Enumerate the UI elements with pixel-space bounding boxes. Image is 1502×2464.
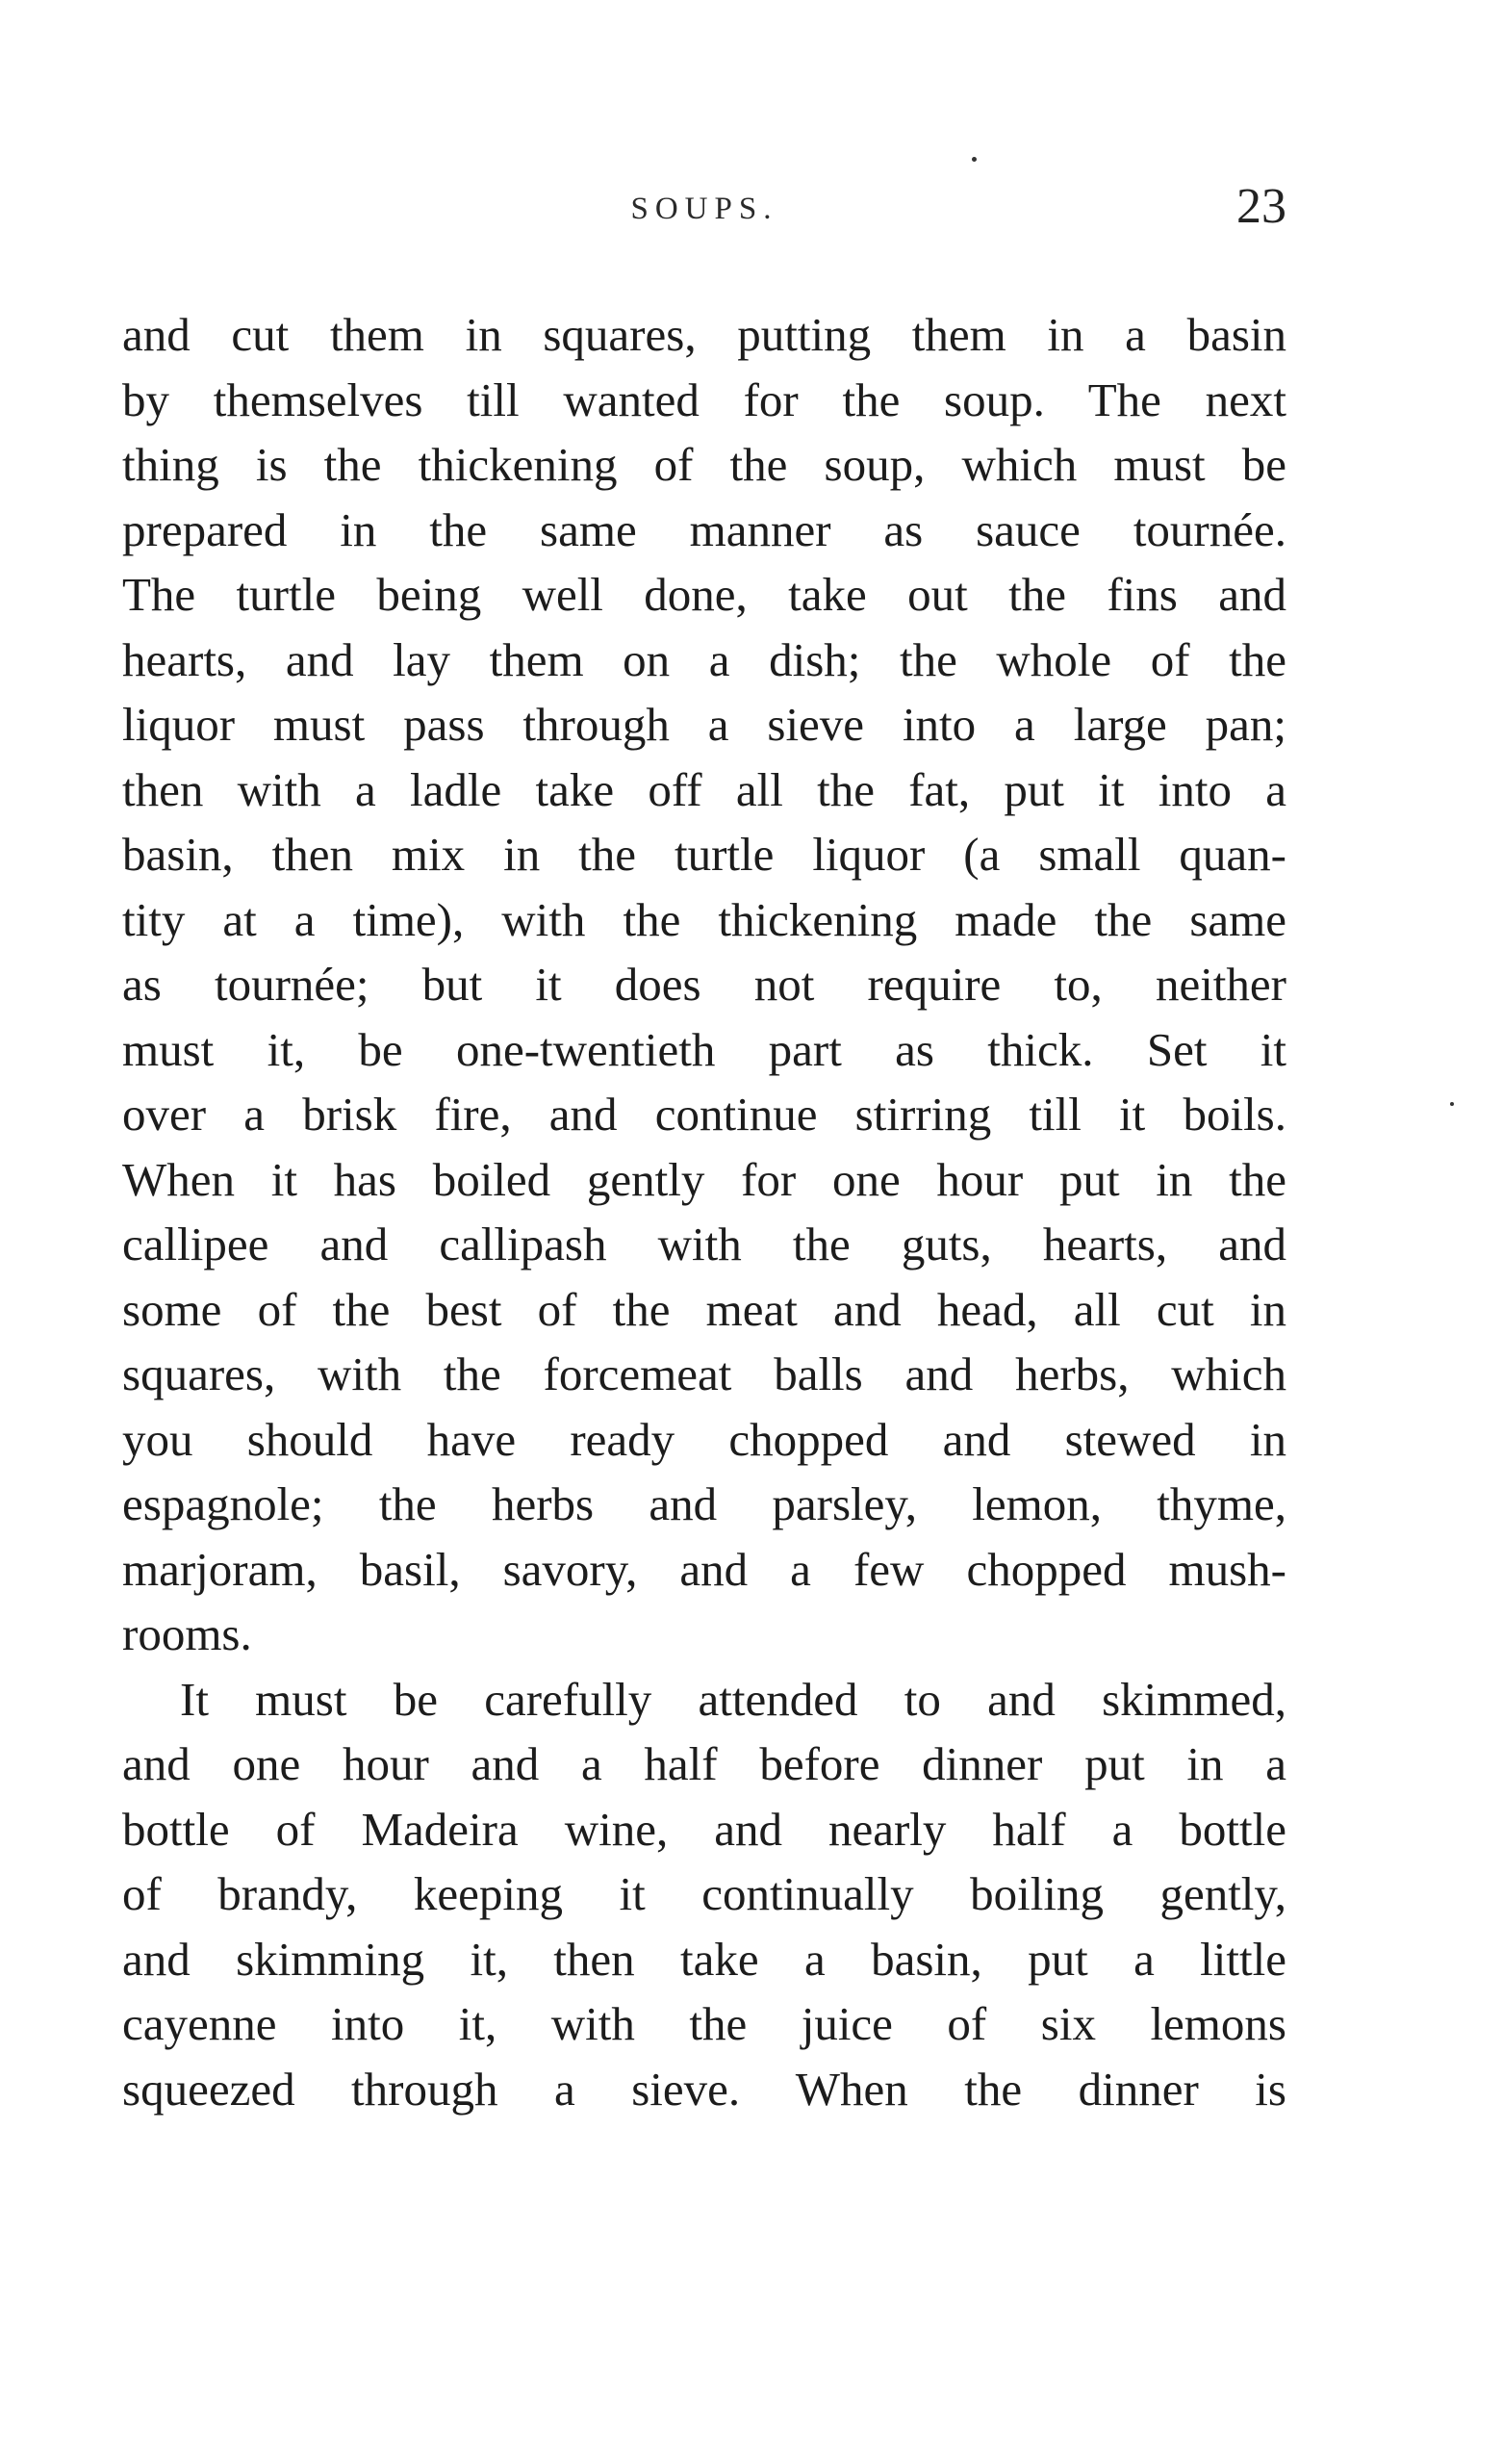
text-line: When it has boiled gently for one hour put in the [122, 1152, 1286, 1206]
text-line: must it, be one-twentieth part as thick. Set it [122, 1022, 1286, 1076]
text-line: of brandy, keeping it continually boiling gently, [122, 1867, 1286, 1920]
text-line: tity at a time), with the thickening made the same [122, 892, 1286, 946]
text-line: thing is the thickening of the soup, which must be [122, 438, 1286, 491]
text-line: over a brisk fire, and continue stirring till it boils. [122, 1088, 1286, 1141]
print-speck [1450, 1102, 1454, 1106]
text-line: callipee and callipash with the guts, hearts, and [122, 1218, 1286, 1270]
text-line: cayenne into it, with the juice of six lemons [122, 1997, 1286, 2050]
text-line: It must be carefully attended to and skimmed, [180, 1672, 1286, 1726]
text-line: and cut them in squares, putting them in a basin [122, 308, 1286, 361]
paragraph [122, 302, 1286, 1667]
text-line: and one hour and a half before dinner put in a [122, 1737, 1286, 1790]
text-line: The turtle being well done, take out the fins and [122, 568, 1286, 621]
text-line: liquor must pass through a sieve into a large pan; [122, 698, 1286, 751]
text-line: marjoram, basil, savory, and a few chopped mush- [122, 1542, 1286, 1596]
text-line: as tournée; but it does not require to, neither [122, 958, 1286, 1011]
text-line: prepared in the same manner as sauce tournée. [122, 502, 1286, 556]
text-line: rooms. [122, 1607, 252, 1660]
text-line: basin, then mix in the turtle liquor (a small quan- [122, 828, 1286, 881]
text-line: then with a ladle take off all the fat, put it into a [122, 762, 1286, 816]
print-speck [972, 157, 977, 162]
running-head [122, 178, 1286, 236]
text-line: you should have ready chopped and stewed in [122, 1412, 1286, 1466]
page-number: 23 [1236, 179, 1286, 234]
text-line: by themselves till wanted for the soup. The next [122, 372, 1286, 426]
text-line: hearts, and lay them on a dish; the whole of the [122, 632, 1286, 686]
body-text [122, 302, 1286, 2121]
text-line: some of the best of the meat and head, all cut in [122, 1282, 1286, 1336]
text-line: squeezed through a sieve. When the dinner is [122, 2062, 1286, 2116]
text-line: and skimming it, then take a basin, put a little [122, 1932, 1286, 1986]
paragraph [122, 1667, 1286, 2122]
text-line: bottle of Madeira wine, and nearly half a bottle [122, 1802, 1286, 1856]
text-line: squares, with the forcemeat balls and herbs, which [122, 1348, 1286, 1400]
running-title: SOUPS. [630, 192, 778, 226]
text-line: espagnole; the herbs and parsley, lemon, thyme, [122, 1477, 1286, 1530]
